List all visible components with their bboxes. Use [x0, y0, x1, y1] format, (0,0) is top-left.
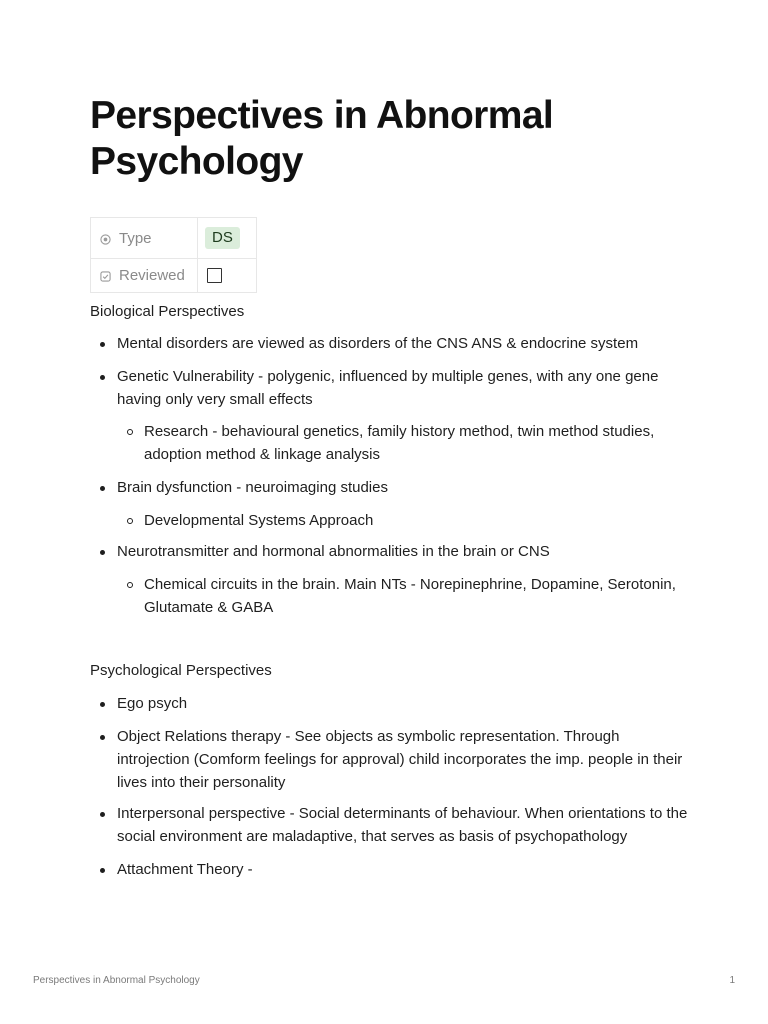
property-row-type	[91, 218, 257, 259]
page-content	[90, 300, 690, 881]
footer-title: Perspectives in Abnormal Psychology	[33, 975, 200, 986]
list-item: Interpersonal perspective - Social determinants of behaviour. When orientations to the social environment are maladaptive, that serves as basis of psychopathology	[90, 802, 690, 848]
section-heading-psychological: Psychological Perspectives	[90, 662, 272, 679]
sub-list-item: Developmental Systems Approach	[117, 509, 690, 532]
list-item: Object Relations therapy - See objects as symbolic representation. Through introjection (Comform feelings for approval) child incorporates the imp. people in their lives into their personality	[90, 725, 690, 794]
biological-list	[90, 332, 690, 619]
properties-table	[90, 217, 257, 293]
property-label-type: Type	[119, 229, 152, 247]
reviewed-checkbox[interactable]	[207, 268, 222, 283]
property-label-reviewed: Reviewed	[119, 267, 185, 284]
section-heading-biological: Biological Perspectives	[90, 303, 245, 320]
psychological-list	[90, 692, 690, 881]
list-item: Brain dysfunction - neuroimaging studies Developmental Systems Approach	[90, 476, 690, 532]
list-item: Attachment Theory -	[90, 858, 690, 881]
property-row-reviewed	[91, 259, 257, 293]
sub-list-item: Chemical circuits in the brain. Main NTs - Norepinephrine, Dopamine, Serotonin, Glutamate & GABA	[117, 573, 690, 619]
list-item: Mental disorders are viewed as disorders of the CNS ANS & endocrine system	[90, 332, 690, 355]
type-tag[interactable]: DS	[205, 227, 240, 249]
sub-list-item: Research - behavioural genetics, family history method, twin method studies, adoption method & linkage analysis	[117, 420, 690, 466]
list-item: Neurotransmitter and hormonal abnormalities in the brain or CNS Chemical circuits in the brain. Main NTs - Norepinephrine, Dopamine, Serotonin, Glutamate & GABA	[90, 540, 690, 619]
page-title: Perspectives in Abnormal Psychology	[90, 94, 554, 183]
page-number: 1	[729, 975, 735, 986]
checkbox-property-icon	[100, 271, 111, 282]
select-property-icon	[100, 234, 111, 245]
list-item: Genetic Vulnerability - polygenic, influenced by multiple genes, with any one gene having only very small effects Research - behavioural genetics, family history method, twin method studies, adoption method & linkage analysis	[90, 365, 690, 466]
list-item: Ego psych	[90, 692, 690, 715]
